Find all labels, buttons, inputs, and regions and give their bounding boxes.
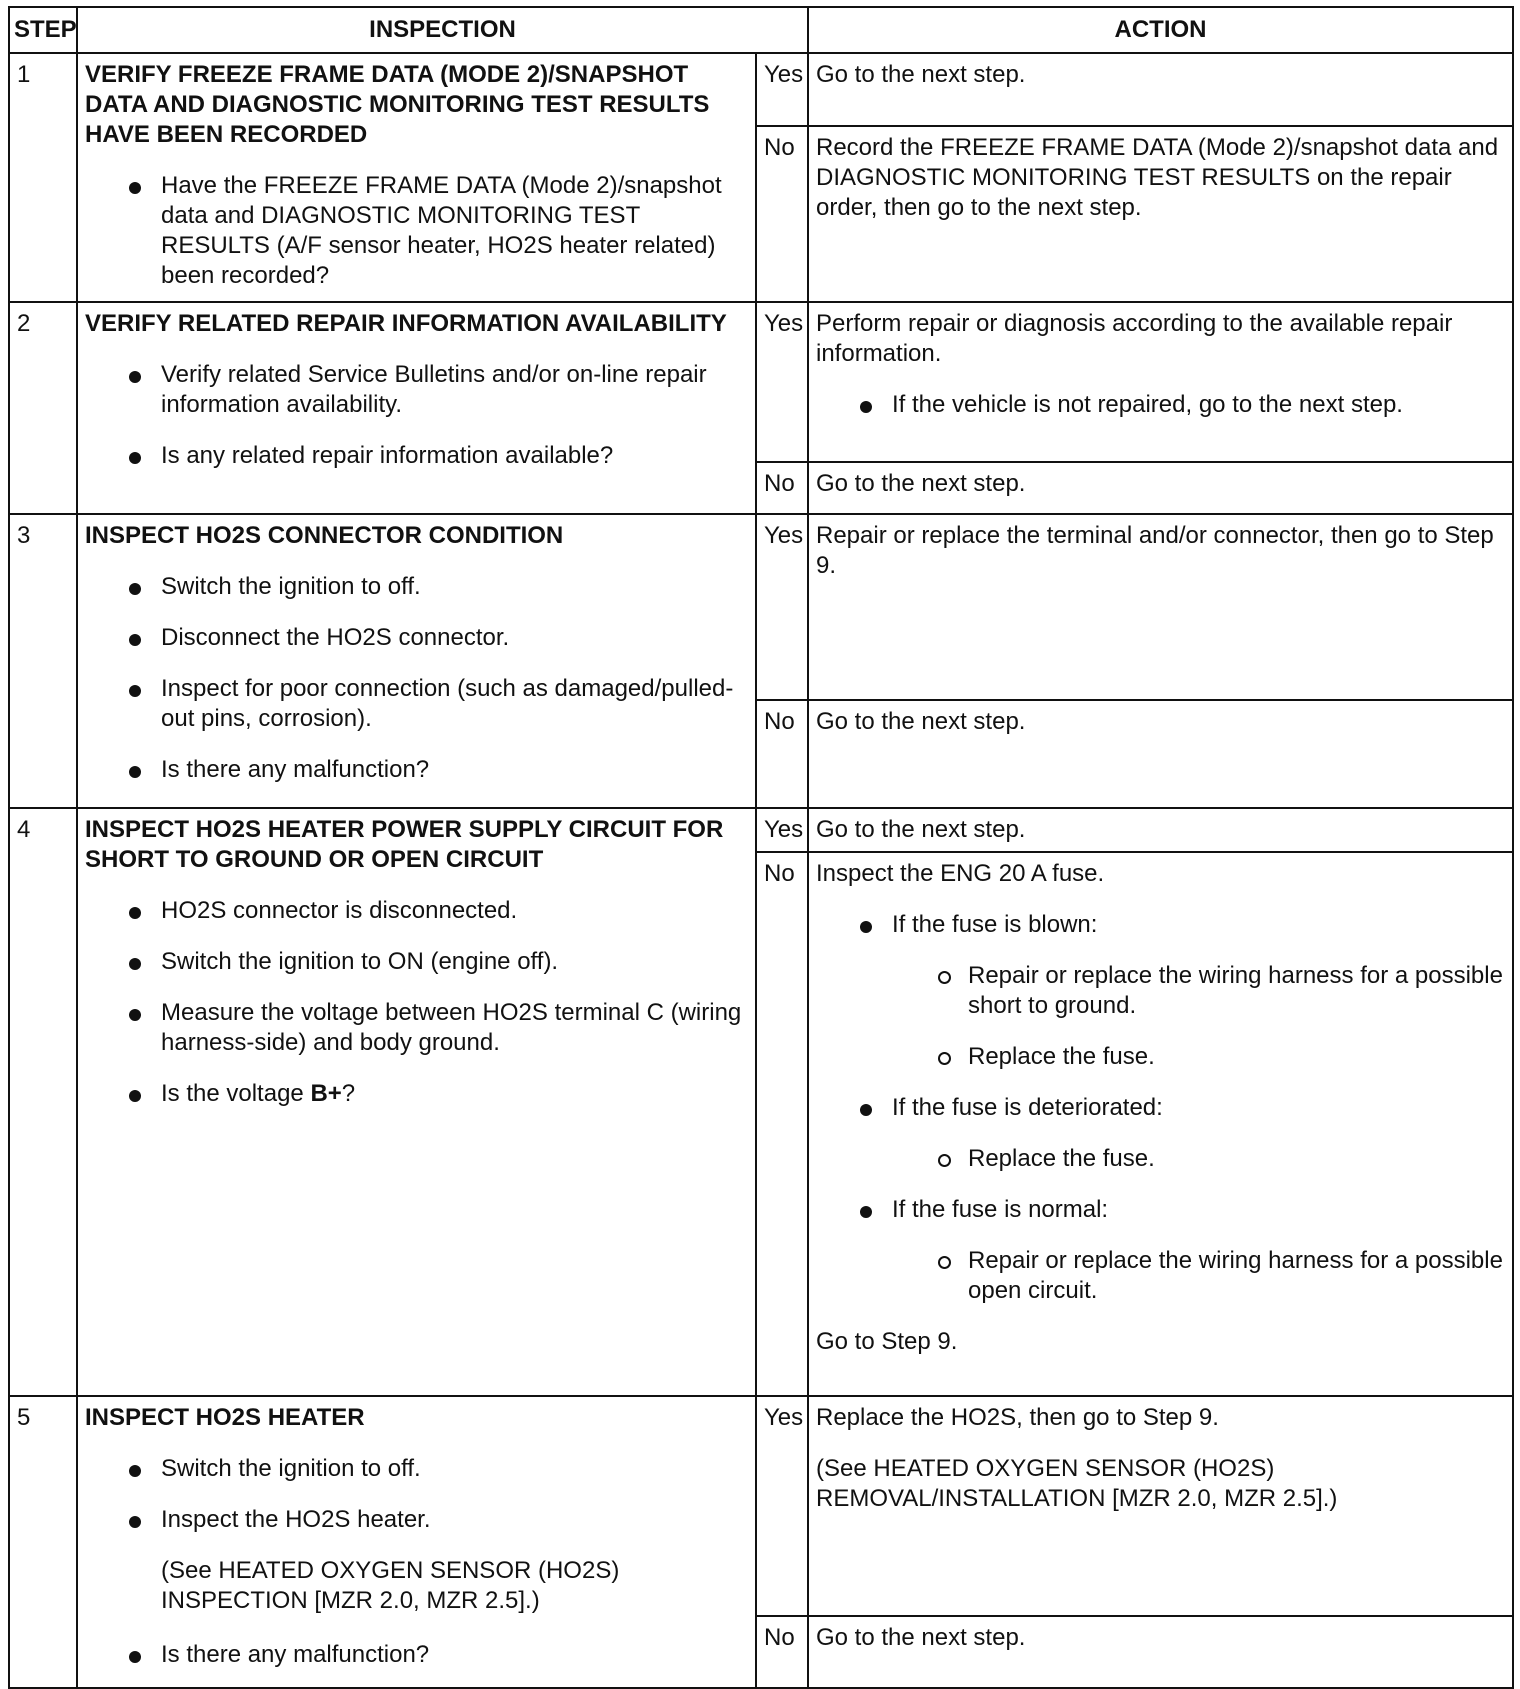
yes-label: Yes [756, 514, 808, 700]
yes-action: Go to the next step. [808, 808, 1513, 852]
condition-bullet: If the fuse is deteriorated: [816, 1093, 1505, 1123]
condition-bullet: If the fuse is blown: [816, 910, 1505, 940]
inspection-bullet: Have the FREEZE FRAME DATA (Mode 2)/snapshot data and DIAGNOSTIC MONITORING TEST RESULTS (A/F sensor heater, HO2S heater related) been recorded? [85, 171, 748, 291]
step-4-yes-row [9, 808, 1513, 852]
step-title: VERIFY FREEZE FRAME DATA (MODE 2)/SNAPSHOT DATA AND DIAGNOSTIC MONITORING TEST RESULTS HAVE BEEN RECORDED [85, 61, 710, 148]
inspection-bullet: Switch the ignition to off. [85, 1454, 748, 1484]
yes-action: Repair or replace the terminal and/or connector, then go to Step 9. [808, 514, 1513, 700]
step-number: 3 [9, 514, 77, 808]
no-final-text: Go to Step 9. [816, 1328, 958, 1355]
step-3-yes-row [9, 514, 1513, 700]
yes-action-text: Perform repair or diagnosis according to the available repair information. [816, 310, 1453, 367]
header-action: ACTION [808, 7, 1513, 53]
inspection-bullet: Switch the ignition to ON (engine off). [85, 947, 748, 977]
step-inspection [77, 302, 756, 514]
inspection-bullet: Is there any malfunction? [85, 755, 748, 785]
no-action: Go to the next step. [808, 462, 1513, 514]
action-bullet: If the vehicle is not repaired, go to the next step. [816, 390, 1505, 420]
step-inspection [77, 514, 756, 808]
no-label: No [756, 700, 808, 808]
step-number: 2 [9, 302, 77, 514]
step-title: INSPECT HO2S HEATER POWER SUPPLY CIRCUIT FOR SHORT TO GROUND OR OPEN CIRCUIT [85, 816, 724, 873]
inspection-bullet: Inspect the HO2S heater. [85, 1505, 748, 1535]
no-label: No [756, 462, 808, 514]
no-action: Record the FREEZE FRAME DATA (Mode 2)/snapshot data and DIAGNOSTIC MONITORING TEST RESULTS on the repair order, then go to the next step. [808, 126, 1513, 302]
inspection-bullet: Inspect for poor connection (such as damaged/pulled-out pins, corrosion). [85, 674, 748, 734]
yes-action: Go to the next step. [808, 53, 1513, 126]
sub-bullet: Replace the fuse. [816, 1144, 1505, 1174]
inspection-bullet: HO2S connector is disconnected. [85, 896, 748, 926]
no-label: No [756, 1616, 808, 1688]
inspection-bullet [85, 1079, 748, 1109]
step-2-yes-row [9, 302, 1513, 462]
inspection-bullet: Disconnect the HO2S connector. [85, 623, 748, 653]
step-5-yes-row [9, 1396, 1513, 1616]
step-number: 5 [9, 1396, 77, 1688]
bullet-text: Is the voltage [161, 1080, 311, 1107]
bullet-text: ? [341, 1080, 356, 1107]
no-action-text: Inspect the ENG 20 A fuse. [816, 860, 1105, 887]
step-title: INSPECT HO2S CONNECTOR CONDITION [85, 522, 564, 549]
inspection-bullet: Verify related Service Bulletins and/or on-line repair information availability. [85, 360, 748, 420]
sub-bullet: Repair or replace the wiring harness for a possible open circuit. [816, 1246, 1505, 1306]
no-action [808, 852, 1513, 1396]
step-title: VERIFY RELATED REPAIR INFORMATION AVAILABILITY [85, 310, 727, 337]
step-inspection [77, 808, 756, 1396]
step-1-yes-row [9, 53, 1513, 126]
yes-action [808, 302, 1513, 462]
no-label: No [756, 852, 808, 1396]
sub-bullet: Repair or replace the wiring harness for a possible short to ground. [816, 961, 1505, 1021]
header-row [9, 7, 1513, 53]
step-title: INSPECT HO2S HEATER [85, 1404, 365, 1431]
sub-bullet: Replace the fuse. [816, 1042, 1505, 1072]
bullet-bold-text: B+ [310, 1080, 342, 1107]
no-label: No [756, 126, 808, 302]
step-number: 4 [9, 808, 77, 1396]
inspection-note: (See HEATED OXYGEN SENSOR (HO2S) INSPECTION [MZR 2.0, MZR 2.5].) [161, 1557, 620, 1614]
step-number: 1 [9, 53, 77, 302]
step-inspection [77, 53, 756, 302]
yes-label: Yes [756, 808, 808, 852]
yes-action [808, 1396, 1513, 1616]
header-inspection: INSPECTION [77, 7, 808, 53]
inspection-bullet: Is any related repair information available? [85, 441, 748, 471]
no-action: Go to the next step. [808, 700, 1513, 808]
no-action: Go to the next step. [808, 1616, 1513, 1688]
yes-label: Yes [756, 53, 808, 126]
yes-label: Yes [756, 1396, 808, 1616]
yes-action-text: Replace the HO2S, then go to Step 9. [816, 1404, 1219, 1431]
inspection-bullet: Is there any malfunction? [85, 1640, 748, 1670]
diagnostic-table [8, 6, 1514, 1689]
yes-action-note: (See HEATED OXYGEN SENSOR (HO2S) REMOVAL/INSTALLATION [MZR 2.0, MZR 2.5].) [816, 1455, 1338, 1512]
condition-bullet: If the fuse is normal: [816, 1195, 1505, 1225]
step-inspection [77, 1396, 756, 1688]
yes-label: Yes [756, 302, 808, 462]
header-step: STEP [9, 7, 77, 53]
inspection-bullet: Measure the voltage between HO2S terminal C (wiring harness-side) and body ground. [85, 998, 748, 1058]
inspection-bullet: Switch the ignition to off. [85, 572, 748, 602]
